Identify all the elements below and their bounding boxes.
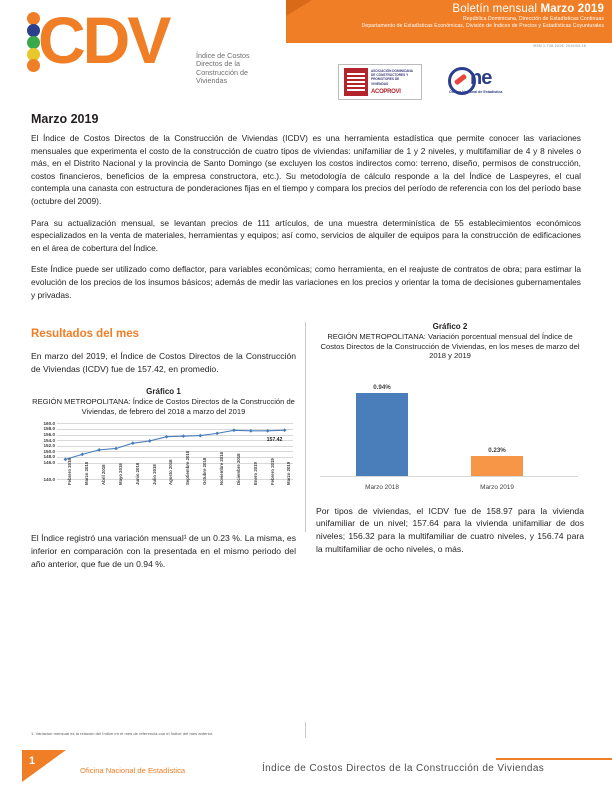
line-chart-y-tick: 148.0 bbox=[43, 454, 55, 460]
line-chart-x-tick: Octubre 2018 bbox=[202, 458, 208, 486]
acoprovi-name: ACOPROVI bbox=[371, 89, 401, 95]
bulletin-title bbox=[286, 2, 604, 16]
line-chart-x-tick: Marzo 2019 bbox=[286, 462, 292, 486]
bulletin-prefix: Boletín mensual bbox=[452, 3, 541, 15]
right-paragraph-1: Por tipos de viviendas, el ICDV fue de 158.97 para la vivienda unifamiliar de un nivel; 157.64 para la vivienda unifamiliar de dos niveles; 156.32 para la multifamiliar de cuatro niveles, y 156.74 para la multifamiliar de ocho niveles, o más. bbox=[316, 505, 584, 554]
one-wordmark: ne bbox=[470, 67, 492, 89]
bar bbox=[471, 456, 523, 476]
grafico2-caption bbox=[316, 322, 584, 361]
page-title: Marzo 2019 bbox=[31, 112, 99, 126]
footer-org-name: Oficina Nacional de Estadística bbox=[80, 766, 186, 775]
grafico1-number: Gráfico 1 bbox=[146, 387, 181, 397]
bulletin-month: Marzo 2019 bbox=[540, 3, 604, 15]
partner-logos bbox=[338, 64, 518, 104]
bar-value-label: 0.94% bbox=[373, 384, 391, 392]
line-chart-y-tick: 146.0 bbox=[43, 459, 55, 465]
line-chart-x-tick: Enero 2019 bbox=[252, 462, 258, 486]
intro-paragraph-3: Este Índice puede ser utilizado como deflactor, para variables económicas; como herramienta, en el reajuste de contratos de obra; para estimar la evolución de los precios de los insumos básicos; además de medir las variaciones en los precios y orientar la toma de decisiones gubernamentales y privadas. bbox=[31, 264, 581, 300]
grafico1-caption bbox=[31, 387, 296, 416]
line-chart-y-tick: 154.0 bbox=[43, 437, 55, 443]
one-subtitle: Oficina Nacional de Estadística bbox=[449, 90, 503, 94]
bar-category-label: Marzo 2018 bbox=[365, 483, 399, 491]
icdv-logo bbox=[24, 3, 274, 86]
bar-category-label: Marzo 2019 bbox=[480, 483, 514, 491]
header-org-line: República Dominicana, Dirección de Estadísticas Continuas bbox=[462, 16, 604, 22]
intro-paragraph-2: Para su actualización mensual, se levantan precios de 111 artículos, de una muestra determinística de 55 establecimientos económicos especializados en la venta de materiales, herramientas y equipos; así como, servicios de alquiler de equipos para la construcción de edificaciones en el área de cobertura del Índice. bbox=[31, 217, 581, 253]
logo-subtitle: Índice de Costos Directos de la Construcción de Viviendas bbox=[196, 51, 250, 86]
line-chart-x-tick: Septiembre 2018 bbox=[185, 451, 191, 486]
footer-doc-title: Índice de Costos Directos de la Construcción de Viviendas bbox=[262, 763, 545, 774]
column-divider bbox=[305, 322, 306, 532]
line-chart-x-tick: Julio 2018 bbox=[151, 464, 157, 486]
line-chart-x-tick: Noviembre 2018 bbox=[218, 452, 224, 486]
footer-rule bbox=[496, 758, 612, 760]
header-title-block bbox=[286, 2, 604, 30]
line-chart-x-tick: Junio 2018 bbox=[134, 463, 140, 486]
line-chart-x-tick: Febrero 2019 bbox=[269, 458, 275, 486]
grafico2-number: Gráfico 2 bbox=[432, 322, 468, 331]
line-chart-y-tick: 158.0 bbox=[43, 426, 55, 432]
one-logo bbox=[448, 65, 518, 97]
grafico2-title: REGIÓN METROPOLITANA: Variación porcentual mensual del Índice de Costos Directos de la Construcción de Viviendas, en los meses de marzo del 2018 y 2019 bbox=[320, 332, 580, 361]
left-paragraph-1: En marzo del 2019, el Índice de Costos Directos de la Construcción de Viviendas (ICDV) fue de 157.42, en promedio. bbox=[31, 351, 296, 374]
bar-chart-baseline bbox=[320, 476, 578, 477]
left-column bbox=[31, 350, 296, 570]
line-chart-x-tick: Mayo 2018 bbox=[117, 463, 123, 486]
line-chart-x-tick: Febrero 2018 bbox=[67, 458, 73, 486]
bar-value-label: 0.23% bbox=[488, 446, 506, 454]
line-chart-y-tick: 156.0 bbox=[43, 431, 55, 437]
logo-acronym: CDV bbox=[38, 3, 169, 77]
header-dept-line: Departamento de Estadísticas Económicas, División de Índices de Precios y Estadísticas Coyunturales bbox=[361, 23, 604, 29]
intro-text bbox=[31, 132, 581, 310]
line-chart-x-tick: Marzo 2018 bbox=[84, 462, 90, 486]
bar bbox=[356, 393, 408, 476]
grafico2-bar-chart bbox=[316, 369, 584, 499]
right-column bbox=[316, 322, 584, 555]
line-chart-x-tick: Abril 2018 bbox=[100, 464, 106, 486]
page-number: 1 bbox=[29, 755, 36, 767]
line-chart-y-tick: 152.0 bbox=[43, 443, 55, 449]
building-icon bbox=[344, 68, 368, 96]
grafico1-title: REGIÓN METROPOLITANA: Índice de Costos Directos de la Construcción de Viviendas, de febrero del 2018 a marzo del 2019 bbox=[32, 397, 295, 416]
left-paragraph-2: El Índice registró una variación mensual¹ de un 0.23 %. La misma, es inferior en comparación con la presentada en el mismo periodo del año anterior, que fue de un 0.94 %. bbox=[31, 533, 296, 569]
line-chart-end-value-label: 157.42 bbox=[266, 436, 283, 443]
intro-paragraph-1: El Índice de Costos Directos de la Construcción de Viviendas (ICDV) es una herramienta estadística que permite conocer las variaciones mensuales que experimenta el costo de la construcción de cuatro tipos de viviendas: unifamiliar de 1 y 2 niveles, y multifamiliar de 4 y 8 niveles o más, en el Distrito Nacional y la provincia de Santo Domingo (se excluyen los costos indirectos como: terreno, diseño, permisos de construcción, costos financieros, beneficios de la empresa constructora, etc.). Su metodología de cálculo responde a la del Índice de Laspeyres, el cual contempla una canasta con estructura de ponderaciones fijas en el tiempo y compara los precios del período de referencia con los del período base (octubre del 2009). bbox=[31, 133, 581, 206]
grafico1-line-chart bbox=[31, 419, 296, 524]
page-header bbox=[0, 0, 612, 95]
line-chart-y-tick: 150.0 bbox=[43, 448, 55, 454]
line-chart-y-tick: 160.0 bbox=[43, 420, 55, 426]
section-heading-resultados: Resultados del mes bbox=[31, 328, 140, 340]
line-chart-x-tick: Diciembre 2018 bbox=[235, 453, 241, 486]
issn-line: ISSN 1-749-2019, 2019/03-18 bbox=[532, 44, 586, 48]
line-chart-x-tick: Agosto 2018 bbox=[168, 459, 174, 486]
footnote-text: 1. Variación mensual es la relación del Índice en el mes de referencia con el Índice del mes anterior. bbox=[31, 731, 214, 736]
footnote-divider bbox=[305, 722, 306, 738]
line-chart-y-tick: 140.0 bbox=[43, 476, 55, 482]
acoprovi-logo bbox=[338, 64, 422, 100]
acoprovi-description: ASOCIACIÓN DOMINICANA DE CONSTRUCTORES Y PROMOTORES DE VIVIENDAS bbox=[371, 69, 413, 86]
